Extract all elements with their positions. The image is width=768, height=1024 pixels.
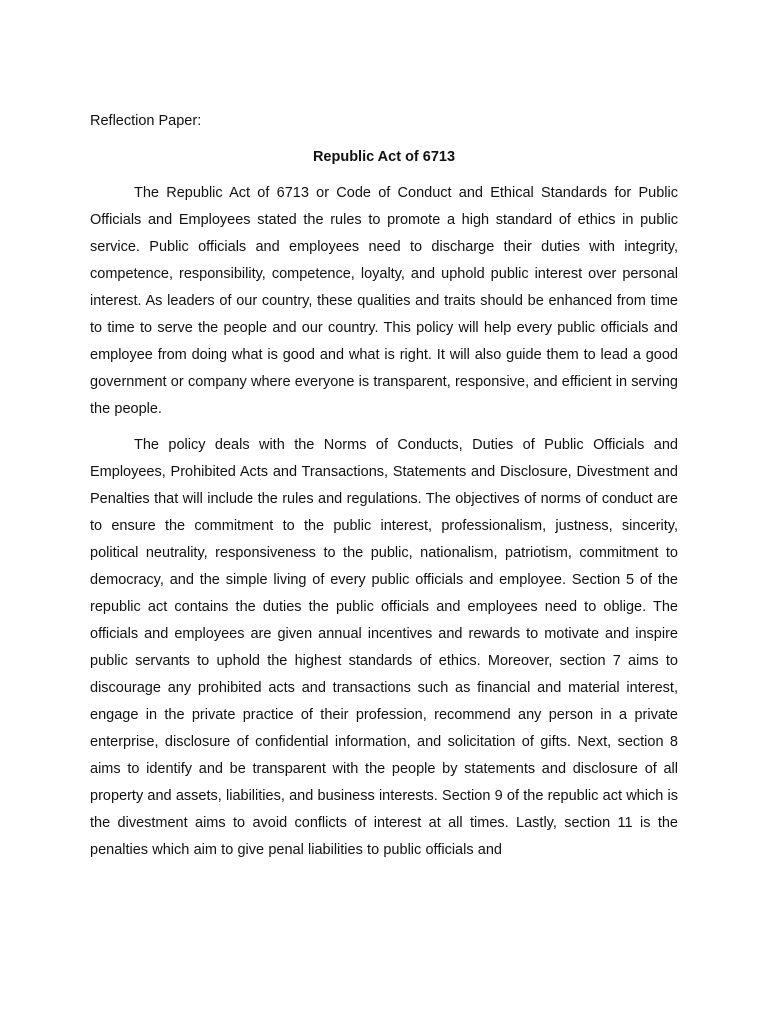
- paragraph-1: The Republic Act of 6713 or Code of Conduct and Ethical Standards for Public Officials and Employees stated the rules to promote a high standard of ethics in public service. Public officials and employees need to discharge their duties with integrity, competence, responsibility, competence, loyalty, and uphold public interest over personal interest. As leaders of our country, these qualities and traits should be enhanced from time to time to serve the people and our country. This policy will help every public officials and employee from doing what is good and what is right. It will also guide them to lead a good government or company where everyone is transparent, responsive, and efficient in serving the people.: [90, 185, 678, 417]
- document-body: [90, 180, 678, 873]
- document-title: Republic Act of 6713: [312, 149, 456, 165]
- paragraph-2: The policy deals with the Norms of Conducts, Duties of Public Officials and Employees, Prohibited Acts and Transactions, Statements and Disclosure, Divestment and Penalties that will include the rules and regulations. The objectives of norms of conduct are to ensure the commitment to the public interest, professionalism, justness, sincerity, political neutrality, responsiveness to the public, nationalism, patriotism, commitment to democracy, and the simple living of every public officials and employee. Section 5 of the republic act contains the duties the public officials and employees need to oblige. The officials and employees are given annual incentives and rewards to motivate and inspire public servants to uphold the highest standards of ethics. Moreover, section 7 aims to discourage any prohibited acts and transactions such as financial and material interest, engage in the private practice of their profession, recommend any person in a private enterprise, disclosure of confidential information, and solicitation of gifts. Next, section 8 aims to identify and be transparent with the people by statements and disclosure of all property and assets, liabilities, and business interests. Section 9 of the republic act which is the divestment aims to avoid conflicts of interest at all times. Lastly, section 11 is the penalties which aim to give penal liabilities to public officials and: [90, 437, 678, 858]
- document-label: Reflection Paper:: [90, 113, 202, 129]
